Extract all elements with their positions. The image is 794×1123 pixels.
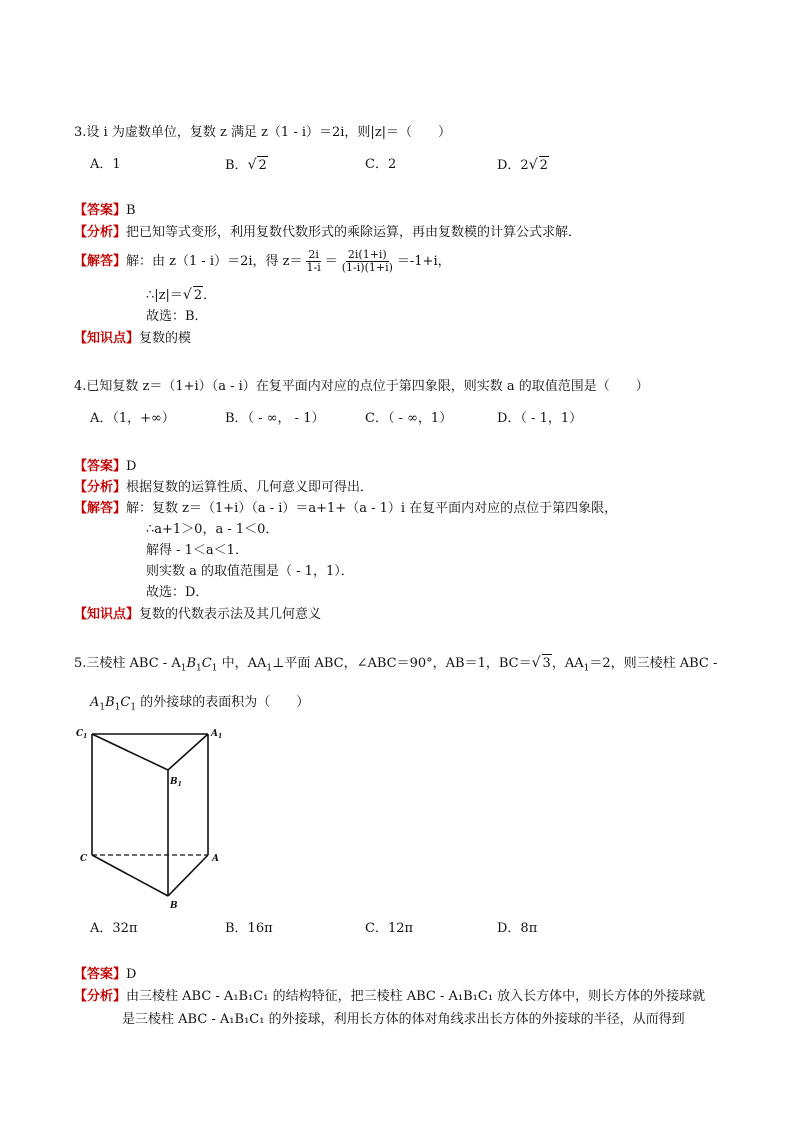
q5-option-a: A．32π: [90, 921, 138, 936]
q3-option-d: D．2√ 2: [497, 157, 548, 173]
q4-solution-2: ∴a+1＞0，a - 1＜0．: [146, 522, 279, 537]
q3-option-a: A．1: [90, 157, 121, 172]
q5-stem-line1: 5.三棱柱 ABC - $A_1B_1C_1$ 中，$AA_1\perp$平面 ABC，∠ABC＝90°，AB＝1，BC＝√ 3，$AA_1=2$，则三棱柱 ABC -: [74, 655, 718, 674]
q3-answer: 【答案】B: [74, 203, 136, 218]
q4-answer: 【答案】D: [74, 459, 137, 474]
edge-c-b: [92, 855, 168, 896]
fraction-2: $\frac{2i(1+i)}{(1-i)(1+i)}$: [341, 248, 393, 274]
q5-answer: 【答案】D: [74, 967, 137, 982]
q4-solution-5: 故选：D．: [146, 585, 209, 600]
q4-analysis: 【分析】根据复数的运算性质、几何意义即可得出．: [74, 480, 374, 495]
q3-analysis: 【分析】把已知等式变形，利用复数代数形式的乘除运算，再由复数模的计算公式求解．: [74, 225, 582, 240]
edge-a-b: [168, 855, 208, 896]
q4-option-a: A．（1，+∞）: [90, 411, 175, 426]
label-a1: $A_1$: [211, 729, 223, 740]
q3-solution: 【解答】解：由 z（1 - i）＝2i，得 z＝ $\frac{2i}{1-i}$ ＝ $\frac{2i(1+i)}{(1-i)(1+i)}$ ＝-1+i，: [74, 248, 451, 274]
q4-solution-1: 【解答】解：复数 z＝（1+i）（a - i）＝a+1+（a - 1）i 在复平面内对应的点位于第四象限，: [74, 501, 618, 516]
q4-knowledge: 【知识点】复数的代数表示法及其几何意义: [74, 607, 322, 622]
q4-option-c: C．（ - ∞，1）: [365, 411, 453, 426]
q3-stem: 3.设 i 为虚数单位，复数 z 满足 z（1 - i）＝2i，则|z|＝（ ）: [74, 125, 452, 140]
q4-option-b: B．（ - ∞， - 1）: [225, 411, 325, 426]
q5-option-d: D．8π: [497, 921, 538, 936]
q4-option-d: D．（ - 1，1）: [497, 411, 583, 426]
edge-c1-b1: [92, 734, 168, 770]
label-c1: $C_1$: [76, 729, 88, 740]
q5-stem-line2: $A_1B_1C_1$ 的外接球的表面积为（ ）: [90, 695, 310, 713]
q4-solution-4: 则实数 a 的取值范围是（ - 1，1）．: [146, 564, 354, 579]
q3-option-b: B．√ 2: [225, 157, 267, 173]
q3-choose: 故选：B．: [146, 309, 208, 324]
fraction-1: $\frac{2i}{1-i}$: [306, 248, 321, 274]
q5-option-c: C．12π: [365, 921, 414, 936]
q3-knowledge: 【知识点】复数的模: [74, 331, 192, 346]
prism-figure: [72, 724, 232, 914]
label-a: A: [212, 854, 219, 864]
edge-a1-b1: [168, 734, 208, 770]
q3-option-c: C．2: [365, 157, 397, 172]
q5-analysis-1: 【分析】由三棱柱 ABC - A₁B₁C₁ 的结构特征，把三棱柱 ABC - A₁B₁C₁ 放入长方体中，则长方体的外接球就: [74, 989, 706, 1004]
q5-analysis-2: 是三棱柱 ABC - A₁B₁C₁ 的外接球，利用长方体的体对角线求出长方体的外接球的半径，从而得到: [122, 1012, 685, 1027]
q3-modulus-line: ∴|z|＝√ 2．: [146, 287, 217, 303]
q4-stem: 4.已知复数 z＝（1+i）（a - i）在复平面内对应的点位于第四象限，则实数 a 的取值范围是（ ）: [74, 379, 649, 394]
label-b: B: [170, 901, 178, 911]
q4-solution-3: 解得 - 1＜a＜1．: [146, 543, 248, 558]
q5-option-b: B．16π: [225, 921, 273, 936]
label-c: C: [80, 854, 88, 864]
label-b1: $B_1$: [170, 777, 182, 788]
